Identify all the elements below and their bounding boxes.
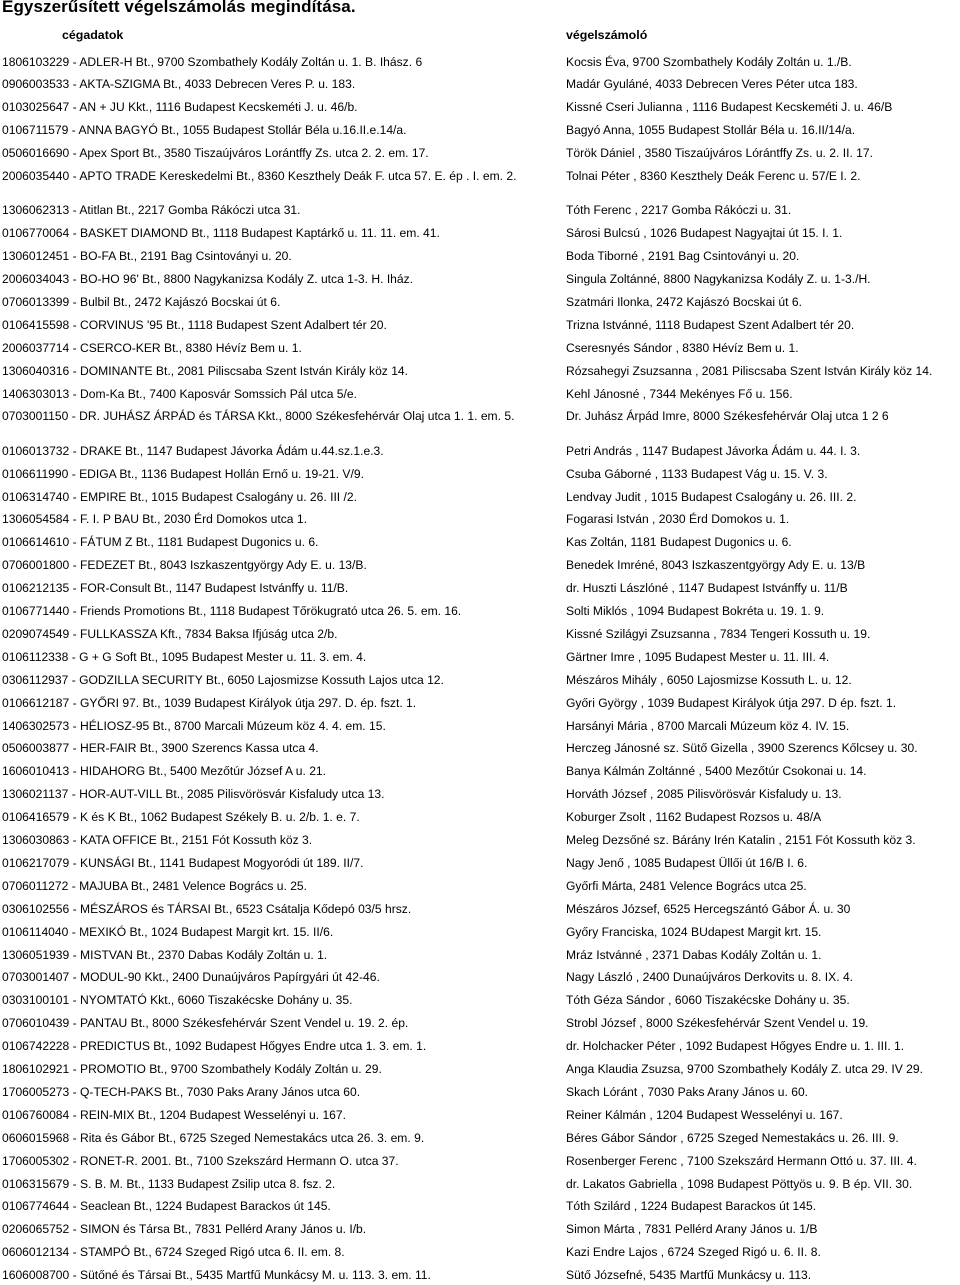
list-item [0, 534, 960, 552]
liquidator-entry: Kissné Cseri Julianna , 1116 Budapest Kecskeméti J. u. 46/B [566, 100, 893, 115]
company-entry: 0306102556 - MÉSZÁROS és TÁRSAI Bt., 6523 Csátalja Kődepó 03/5 hrsz. [2, 901, 412, 916]
list-item [0, 832, 960, 850]
liquidator-entry: Horváth József , 2085 Pilisvörösvár Kisfaludy u. 13. [566, 787, 842, 802]
company-entry: 1306021137 - HOR-AUT-VILL Bt., 2085 Pilisvörösvár Kisfaludy utca 13. [2, 787, 385, 802]
list-item [0, 1038, 960, 1056]
company-entry: 0106315679 - S. B. M. Bt., 1133 Budapest Zsilip utca 8. fsz. 2. [2, 1176, 336, 1191]
company-entry: 1706005302 - RONET-R. 2001. Bt., 7100 Szekszárd Hermann O. utca 37. [2, 1153, 399, 1168]
list-item [0, 1153, 960, 1171]
list-item [0, 1267, 960, 1285]
list-item [0, 924, 960, 942]
list-item [0, 1221, 960, 1239]
company-entry: 0106114040 - MEXIKÓ Bt., 1024 Budapest Margit krt. 15. II/6. [2, 924, 334, 939]
liquidator-entry: Győry Franciska, 1024 BUdapest Margit krt. 15. [566, 924, 822, 939]
list-item [0, 489, 960, 507]
list-item [0, 1198, 960, 1216]
liquidator-entry: Rosenberger Ferenc , 7100 Szekszárd Hermann Ottó u. 37. III. 4. [566, 1153, 917, 1168]
list-item [0, 76, 960, 94]
liquidator-entry: Harsányi Mária , 8700 Marcali Múzeum köz 4. IV. 15. [566, 718, 850, 733]
liquidator-entry: Madár Gyuláné, 4033 Debrecen Veres Péter utca 183. [566, 77, 858, 92]
company-entry: 0106711579 - ANNA BAGYÓ Bt., 1055 Budapest Stollár Béla u.16.II.e.14/a. [2, 123, 407, 138]
list-item [0, 855, 960, 873]
list-item [0, 809, 960, 827]
liquidator-entry: Meleg Dezsőné sz. Bárány Irén Katalin , 2151 Fót Kossuth köz 3. [566, 833, 916, 847]
list-item [0, 1130, 960, 1148]
list-item [0, 786, 960, 804]
liquidator-entry: Gärtner Imre , 1095 Budapest Mester u. 11. III. 4. [566, 649, 830, 664]
liquidator-entry: Benedek Imréné, 8043 Iszkaszentgyörgy Ady E. u. 13/B [566, 558, 866, 573]
company-entry: 1706005273 - Q-TECH-PAKS Bt., 7030 Paks Arany János utca 60. [2, 1084, 361, 1099]
list-item [0, 511, 960, 529]
liquidator-entry: Simon Márta , 7831 Pellérd Arany János u. 1/B [566, 1222, 818, 1237]
liquidator-entry: Lendvay Judit , 1015 Budapest Csalogány u. 26. III. 2. [566, 489, 857, 504]
list-item [0, 1107, 960, 1125]
list-item [0, 248, 960, 266]
liquidator-entry: Mészáros József, 6525 Hercegszántó Gábor Á. u. 30 [566, 901, 851, 916]
list-item [0, 1244, 960, 1262]
liquidator-entry: Tolnai Péter , 8360 Keszthely Deák Ferenc u. 57/E I. 2. [566, 169, 861, 183]
company-entry: 1806103229 - ADLER-H Bt., 9700 Szombathely Kodály Zoltán u. 1. B. Ihász. 6 [2, 54, 423, 69]
list-item [0, 878, 960, 896]
company-entry: 0106770064 - BASKET DIAMOND Bt., 1118 Budapest Kaptárkő u. 11. 11. em. 41. [2, 226, 440, 241]
liquidator-entry: Solti Miklós , 1094 Budapest Bokréta u. 19. 1. 9. [566, 604, 825, 618]
liquidator-entry: Győrfi Márta, 2481 Velence Bogrács utca 25. [566, 878, 807, 893]
company-entry: 0303100101 - NYOMTATÓ Kkt., 6060 Tiszakécske Dohány u. 35. [2, 993, 353, 1008]
company-entry: 0306112937 - GODZILLA SECURITY Bt., 6050 Lajosmizse Kossuth Lajos utca 12. [2, 672, 444, 687]
company-entry: 0106760084 - REIN-MIX Bt., 1204 Budapest Wesselényi u. 167. [2, 1107, 346, 1122]
liquidator-entry: Herczeg Jánosné sz. Sütő Gizella , 3900 Szerencs Kőlcsey u. 30. [566, 741, 918, 756]
liquidator-entry: Skach Lóránt , 7030 Paks Arany János u. 60. [566, 1084, 809, 1099]
company-entry: 0106742228 - PREDICTUS Bt., 1092 Budapest Hőgyes Endre utca 1. 3. em. 1. [2, 1039, 427, 1054]
list-item [0, 672, 960, 690]
liquidator-entry: Tóth Szilárd , 1224 Budapest Barackos út 145. [566, 1199, 817, 1214]
list-item [0, 969, 960, 987]
liquidator-entry: Kas Zoltán, 1181 Budapest Dugonics u. 6. [566, 535, 792, 550]
liquidator-entry: dr. Huszti Lászlóné , 1147 Budapest Istvánffy u. 11/B [566, 581, 848, 596]
liquidator-entry: Győri György , 1039 Budapest Királyok útja 297. D ép. fszt. 1. [566, 695, 897, 710]
list-item [0, 54, 960, 72]
company-entry: 1306062313 - Atitlan Bt., 2217 Gomba Rákóczi utca 31. [2, 203, 301, 218]
list-item [0, 408, 960, 426]
company-entry: 0703001407 - MODUL-90 Kkt., 2400 Dunaújváros Papírgyári út 42-46. [2, 970, 380, 985]
liquidator-entry: Cseresnyés Sándor , 8380 Hévíz Bem u. 1. [566, 340, 799, 355]
list-item [0, 740, 960, 758]
company-entry: 0106217079 - KUNSÁGI Bt., 1141 Budapest Mogyoródi út 189. II/7. [2, 855, 364, 870]
list-item [0, 603, 960, 621]
list-item [0, 626, 960, 644]
liquidator-entry: Tóth Géza Sándor , 6060 Tiszakécske Dohány u. 35. [566, 993, 850, 1008]
liquidator-entry: Fogarasi István , 2030 Érd Domokos u. 1. [566, 512, 790, 527]
liquidator-entry: Trizna Istvánné, 1118 Budapest Szent Adalbert tér 20. [566, 317, 855, 332]
liquidator-entry: Nagy Jenő , 1085 Budapest Üllői út 16/B I. 6. [566, 855, 808, 870]
company-entry: 1306054584 - F. I. P BAU Bt., 2030 Érd Domokos utca 1. [2, 512, 307, 527]
liquidator-entry: dr. Lakatos Gabriella , 1098 Budapest Pöttyös u. 9. B ép. VII. 30. [566, 1176, 913, 1191]
company-entry: 2006037714 - CSERCO-KER Bt., 8380 Hévíz Bem u. 1. [2, 340, 302, 355]
list-item [0, 1061, 960, 1079]
list-item [0, 1176, 960, 1194]
liquidator-entry: Boda Tiborné , 2191 Bag Csintoványi u. 20. [566, 249, 800, 264]
liquidator-entry: Strobl József , 8000 Székesfehérvár Szent Vendel u. 19. [566, 1016, 869, 1031]
list-item [0, 168, 960, 186]
company-entry: 0106774644 - Seaclean Bt., 1224 Budapest Barackos út 145. [2, 1199, 331, 1214]
company-entry: 2006034043 - BO-HO 96' Bt., 8800 Nagykanizsa Kodály Z. utca 1-3. H. Iház. [2, 272, 414, 286]
list-item [0, 340, 960, 358]
company-entry: 0106013732 - DRAKE Bt., 1147 Budapest Jávorka Ádám u.44.sz.1.e.3. [2, 443, 384, 458]
company-entry: 0706010439 - PANTAU Bt., 8000 Székesfehérvár Szent Vendel u. 19. 2. ép. [2, 1016, 409, 1031]
list-item [0, 386, 960, 404]
company-entry: 0506003877 - HER-FAIR Bt., 3900 Szerencs Kassa utca 4. [2, 741, 319, 756]
liquidator-entry: Sárosi Bulcsú , 1026 Budapest Nagyajtai út 15. I. 1. [566, 226, 843, 241]
company-entry: 2006035440 - APTO TRADE Kereskedelmi Bt., 8360 Keszthely Deák F. utca 57. E. ép . I. em. 2. [2, 169, 517, 183]
liquidator-entry: Koburger Zsolt , 1162 Budapest Rozsos u. 48/A [566, 810, 822, 825]
list-item [0, 947, 960, 965]
liquidator-entry: Szatmári Ilonka, 2472 Kajászó Bocskai út 6. [566, 294, 802, 309]
liquidator-entry: Kissné Szilágyi Zsuzsanna , 7834 Tengeri Kossuth u. 19. [566, 626, 871, 641]
liquidator-entry: Kehl Jánosné , 7344 Mekényes Fő u. 156. [566, 386, 793, 401]
company-entry: 0106612187 - GYŐRI 97. Bt., 1039 Budapest Királyok útja 297. D. ép. fszt. 1. [2, 695, 417, 710]
liquidator-entry: Béres Gábor Sándor , 6725 Szeged Nemestakács u. 26. III. 9. [566, 1130, 899, 1145]
company-entry: 0706001800 - FEDEZET Bt., 8043 Iszkaszentgyörgy Ady E. u. 13/B. [2, 558, 367, 573]
list-item [0, 466, 960, 484]
company-entry: 0606015968 - Rita és Gábor Bt., 6725 Szeged Nemestakács utca 26. 3. em. 9. [2, 1130, 425, 1145]
list-item [0, 317, 960, 335]
list-item [0, 1015, 960, 1033]
company-entry: 1606008700 - Sütőné és Társai Bt., 5435 Martfű Munkácsy M. u. 113. 3. em. 11. [2, 1268, 431, 1283]
company-entry: 0606012134 - STAMPÓ Bt., 6724 Szeged Rigó utca 6. II. em. 8. [2, 1245, 345, 1260]
company-entry: 0106212135 - FOR-Consult Bt., 1147 Budapest Istvánffy u. 11/B. [2, 581, 349, 596]
list-item [0, 1084, 960, 1102]
company-entry: 1806102921 - PROMOTIO Bt., 9700 Szombathely Kodály Zoltán u. 29. [2, 1062, 382, 1076]
list-item [0, 363, 960, 381]
company-entry: 0209074549 - FULLKASSZA Kft., 7834 Baksa Ifjúság utca 2/b. [2, 626, 338, 641]
liquidator-entry: Török Dániel , 3580 Tiszaújváros Lórántffy Zs. u. 2. II. 17. [566, 146, 873, 161]
company-entry: 0106614610 - FÁTUM Z Bt., 1181 Budapest Dugonics u. 6. [2, 535, 319, 550]
list-item [0, 557, 960, 575]
list-item [0, 99, 960, 117]
list-item [0, 695, 960, 713]
list-item [0, 202, 960, 220]
list-item [0, 271, 960, 289]
liquidator-entry: Kazi Endre Lajos , 6724 Szeged Rigó u. 6. II. 8. [566, 1245, 821, 1260]
liquidator-entry: Banya Kálmán Zoltánné , 5400 Mezőtúr Csokonai u. 14. [566, 764, 867, 779]
liquidator-entry: Anga Klaudia Zsuzsa, 9700 Szombathely Kodály Z. utca 29. IV 29. [566, 1062, 923, 1076]
company-entry: 0906003533 - AKTA-SZIGMA Bt., 4033 Debrecen Veres P. u. 183. [2, 77, 356, 92]
liquidator-entry: Sütő Józsefné, 5435 Martfű Munkácsy u. 113. [566, 1268, 812, 1283]
list-item [0, 718, 960, 736]
page-title: Egyszerűsített végelszámolás megindítása. [2, 0, 356, 16]
company-entry: 0106314740 - EMPIRE Bt., 1015 Budapest Csalogány u. 26. III /2. [2, 489, 357, 504]
company-entry: 0206065752 - SIMON és Társa Bt., 7831 Pellérd Arany János u. I/b. [2, 1222, 367, 1237]
company-entry: 1406303013 - Dom-Ka Bt., 7400 Kaposvár Somssich Pál utca 5/e. [2, 386, 357, 401]
list-item [0, 145, 960, 163]
list-item [0, 901, 960, 919]
liquidator-entry: Bagyó Anna, 1055 Budapest Stollár Béla u. 16.II/14/a. [566, 123, 856, 138]
liquidator-entry: Kocsis Éva, 9700 Szombathely Kodály Zoltán u. 1./B. [566, 54, 852, 69]
company-entry: 0703001150 - DR. JUHÁSZ ÁRPÁD és TÁRSA Kkt., 8000 Székesfehérvár Olaj utca 1. 1. em. 5. [2, 409, 515, 424]
company-entry: 1406302573 - HÉLIOSZ-95 Bt., 8700 Marcali Múzeum köz 4. 4. em. 15. [2, 718, 386, 733]
liquidator-entry: Singula Zoltánné, 8800 Nagykanizsa Kodály Z. u. 1-3./H. [566, 272, 871, 286]
company-entry: 0706013399 - Bulbil Bt., 2472 Kajászó Bocskai út 6. [2, 294, 281, 309]
list-item [0, 580, 960, 598]
company-entry: 1306012451 - BO-FA Bt., 2191 Bag Csintoványi u. 20. [2, 249, 292, 264]
liquidator-entry: Tóth Ferenc , 2217 Gomba Rákóczi u. 31. [566, 203, 792, 218]
liquidator-entry: dr. Holchacker Péter , 1092 Budapest Hőgyes Endre u. 1. III. 1. [566, 1039, 905, 1054]
list-item [0, 294, 960, 312]
company-entry: 0106416579 - K és K Bt., 1062 Budapest Székely B. u. 2/b. 1. e. 7. [2, 810, 360, 825]
list-item [0, 225, 960, 243]
company-entry: 0506016690 - Apex Sport Bt., 3580 Tiszaújváros Lorántffy Zs. utca 2. 2. em. 17. [2, 146, 429, 161]
company-entry: 1306030863 - KATA OFFICE Bt., 2151 Fót Kossuth köz 3. [2, 833, 313, 847]
company-entry: 1606010413 - HIDAHORG Bt., 5400 Mezőtúr József A u. 21. [2, 764, 327, 779]
company-entry: 0106771440 - Friends Promotions Bt., 1118 Budapest Tőrökugrató utca 26. 5. em. 16. [2, 604, 462, 618]
liquidator-entry: Mészáros Mihály , 6050 Lajosmizse Kossuth L. u. 12. [566, 672, 852, 687]
company-column-header: cégadatok [62, 28, 124, 42]
company-entry: 1306040316 - DOMINANTE Bt., 2081 Piliscsaba Szent István Király köz 14. [2, 363, 409, 378]
company-entry: 1306051939 - MISTVAN Bt., 2370 Dabas Kodály Zoltán u. 1. [2, 947, 328, 962]
company-entry: 0706011272 - MAJUBA Bt., 2481 Velence Bogrács u. 25. [2, 878, 308, 893]
liquidator-entry: Petri András , 1147 Budapest Jávorka Ádám u. 44. I. 3. [566, 443, 861, 458]
list-item [0, 763, 960, 781]
liquidator-entry: Csuba Gáborné , 1133 Budapest Vág u. 15. V. 3. [566, 466, 828, 481]
liquidator-entry: Rózsahegyi Zsuzsanna , 2081 Piliscsaba Szent István Király köz 14. [566, 363, 933, 378]
liquidator-entry: Dr. Juhász Árpád Imre, 8000 Székesfehérvár Olaj utca 1 2 6 [566, 409, 889, 424]
liquidator-entry: Reiner Kálmán , 1204 Budapest Wesselényi u. 167. [566, 1107, 843, 1122]
list-item [0, 992, 960, 1010]
list-item [0, 122, 960, 140]
company-entry: 0106112338 - G + G Soft Bt., 1095 Budapest Mester u. 11. 3. em. 4. [2, 649, 367, 664]
company-entry: 0103025647 - AN + JU Kkt., 1116 Budapest Kecskeméti J. u. 46/b. [2, 100, 358, 115]
liquidator-entry: Mráz Istvánné , 2371 Dabas Kodály Zoltán u. 1. [566, 947, 822, 962]
company-entry: 0106415598 - CORVINUS '95 Bt., 1118 Budapest Szent Adalbert tér 20. [2, 317, 387, 332]
company-entry: 0106611990 - EDIGA Bt., 1136 Budapest Hollán Ernő u. 19-21. V/9. [2, 466, 364, 481]
list-item [0, 649, 960, 667]
list-item [0, 443, 960, 461]
liquidator-column-header: végelszámoló [566, 28, 648, 42]
liquidator-entry: Nagy László , 2400 Dunaújváros Derkovits u. 8. IX. 4. [566, 970, 854, 985]
